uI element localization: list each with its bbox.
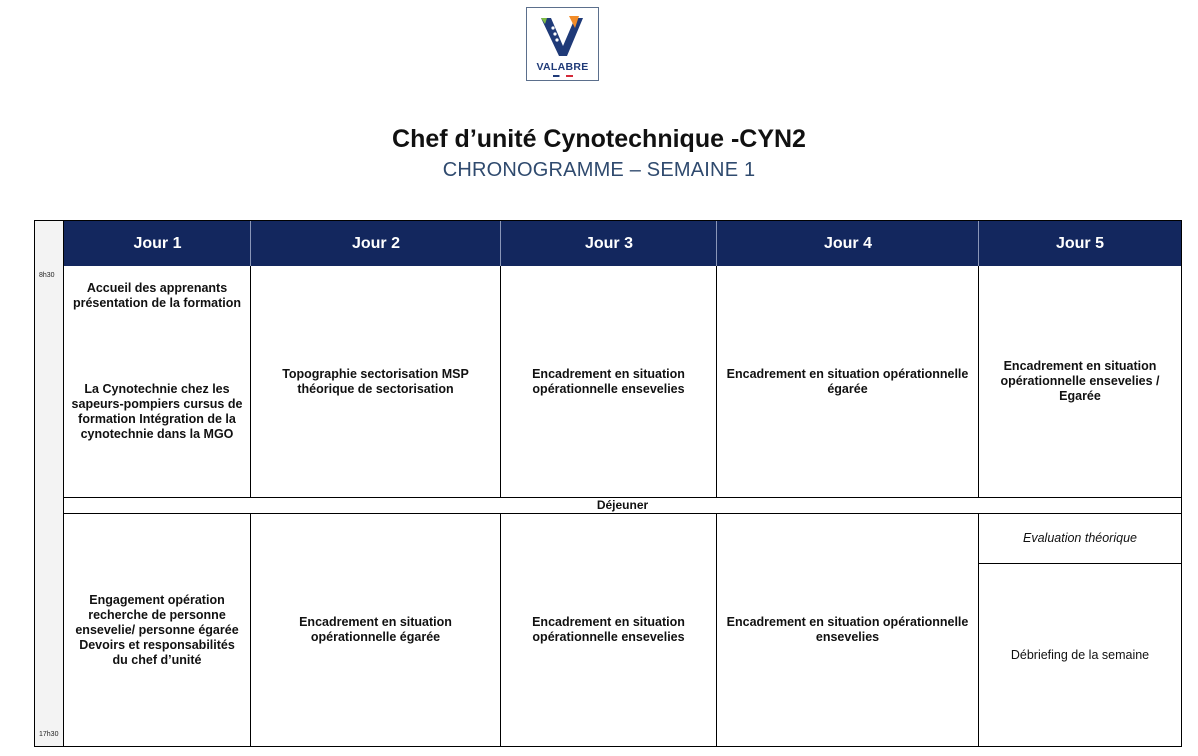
morning-jour1-accueil: Accueil des apprenants présentation de la formation [72, 281, 242, 310]
lunch-row: Déjeuner [596, 498, 649, 512]
morning-jour4: Encadrement en situation opérationnelle égarée [726, 366, 969, 396]
morning-jour2: Topographie sectorisation MSP théorique de sectorisation [282, 366, 469, 396]
valabre-logo [526, 7, 599, 81]
afternoon-jour4: Encadrement en situation opérationnelle ensevelies [726, 615, 969, 644]
logo-text: VALABRE [536, 61, 589, 73]
time-end: 17h30 [39, 731, 59, 738]
schedule-grid [63, 220, 1182, 747]
page-subtitle: CHRONOGRAMME – SEMAINE 1 [442, 159, 756, 181]
logo-flag-bar [553, 75, 573, 77]
afternoon-jour3: Encadrement en situation opérationnelle ensevelies [532, 615, 685, 644]
afternoon-jour5-debriefing: Débriefing de la semaine [1010, 647, 1150, 662]
morning-jour1-cynotechnie: La Cynotechnie chez les sapeurs-pompiers cursus de formation Intégration de la cynotechnie dans la MGO [71, 382, 243, 441]
header-jour-4: Jour 4 [717, 221, 979, 266]
header-jour-1: Jour 1 [64, 221, 251, 266]
logo-v-mark [527, 8, 600, 64]
header-jour-2: Jour 2 [251, 221, 501, 266]
morning-jour3: Encadrement en situation opérationnelle ensevelies [532, 366, 685, 396]
time-strip [34, 220, 63, 747]
afternoon-jour1: Engagement opération recherche de personne ensevelie/ personne égarée Devoirs et responsabilités du chef d’unité [75, 592, 239, 667]
page-title: Chef d’unité Cynotechnique -CYN2 [392, 125, 806, 153]
time-start: 8h30 [39, 272, 55, 279]
header-jour-5: Jour 5 [979, 221, 1181, 266]
afternoon-jour2: Encadrement en situation opérationnelle égarée [299, 615, 452, 644]
morning-jour5: Encadrement en situation opérationnelle ensevelies / Egarée [1000, 359, 1160, 403]
afternoon-jour5-evaluation: Evaluation théorique [1023, 531, 1137, 545]
header-jour-3: Jour 3 [501, 221, 717, 266]
